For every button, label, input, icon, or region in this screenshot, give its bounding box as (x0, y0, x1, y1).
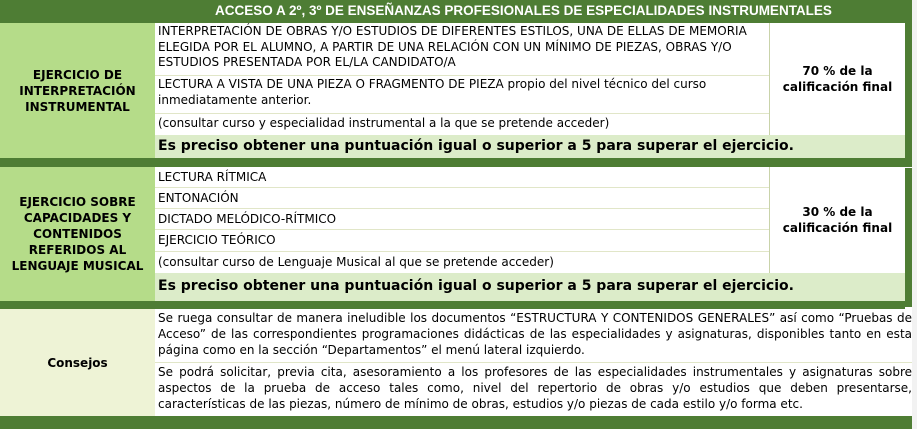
section-label-advice: Consejos (0, 309, 155, 416)
page-margin (912, 0, 917, 429)
exercise-item: EJERCICIO TEÓRICO (155, 230, 769, 251)
bottom-border (0, 416, 912, 429)
exercise-item: DICTADO MELÓDICO-RÍTMICO (155, 209, 769, 229)
grade-weight: 70 % de la calificación final (770, 23, 905, 135)
grade-weight: 30 % de la calificación final (770, 167, 905, 273)
advice-item: Se ruega consultar de manera ineludible los documentos “ESTRUCTURA Y CONTENIDOS GENERALES” así como “Pruebas de Acceso” de las correspondientes programaciones didácticas de las especialidades y asignaturas, disponibles tanto en esta página como en la sección “Departamentos” el menú lateral izquierdo. (158, 311, 912, 357)
section-label-interpretation: EJERCICIO DE INTERPRETACIÓN INSTRUMENTAL (0, 23, 155, 158)
section-separator (0, 301, 905, 309)
advice-item: Se podrá solicitar, previa cita, asesoramiento a los profesores de las especialidades instrumentales y asignaturas sobre aspectos de la prueba de acceso tales como, nivel del repertorio de obras y/o estudios que deben presentarse, características de las piezas, número de mínimo de obras, estudios y/o piezas de cada estilo y/o forma etc. (158, 365, 912, 411)
exercise-item: LECTURA A VISTA DE UNA PIEZA O FRAGMENTO DE PIEZA propio del nivel técnico del curso inmediatamente anterior. (155, 76, 769, 113)
exercise-item: ENTONACIÓN (155, 188, 769, 208)
right-border (905, 21, 912, 167)
exercise-item: INTERPRETACIÓN DE OBRAS Y/O ESTUDIOS DE DIFERENTES ESTILOS, UNA DE ELLAS DE MEMORIA ELEGIDA POR EL ALUMNO, A PARTIR DE UNA RELACIÓN CON UN MÍNIMO DE PIEZAS, OBRAS Y/O ESTUDIOS PRESENTADA POR EL/LA CANDIDATO/A (155, 23, 769, 75)
section-separator (0, 158, 905, 167)
pass-requirement: Es preciso obtener una puntuación igual o superior a 5 para superar el ejercicio. (155, 273, 905, 301)
section-label-music-language: EJERCICIO SOBRE CAPACIDADES Y CONTENIDOS REFERIDOS AL LENGUAJE MUSICAL (0, 167, 155, 301)
exercise-note: (consultar curso y especialidad instrumental a la que se pretende acceder) (155, 114, 769, 135)
table-title: ACCESO A 2º, 3º DE ENSEÑANZAS PROFESIONALES DE ESPECIALIDADES INSTRUMENTALES (215, 3, 832, 18)
table-header (0, 0, 912, 21)
exercise-item: LECTURA RÍTMICA (155, 167, 769, 187)
exercise-note: (consultar curso de Lenguaje Musical al que se pretende acceder) (155, 252, 769, 273)
pass-requirement: Es preciso obtener una puntuación igual o superior a 5 para superar el ejercicio. (155, 135, 905, 158)
right-border (905, 168, 912, 307)
